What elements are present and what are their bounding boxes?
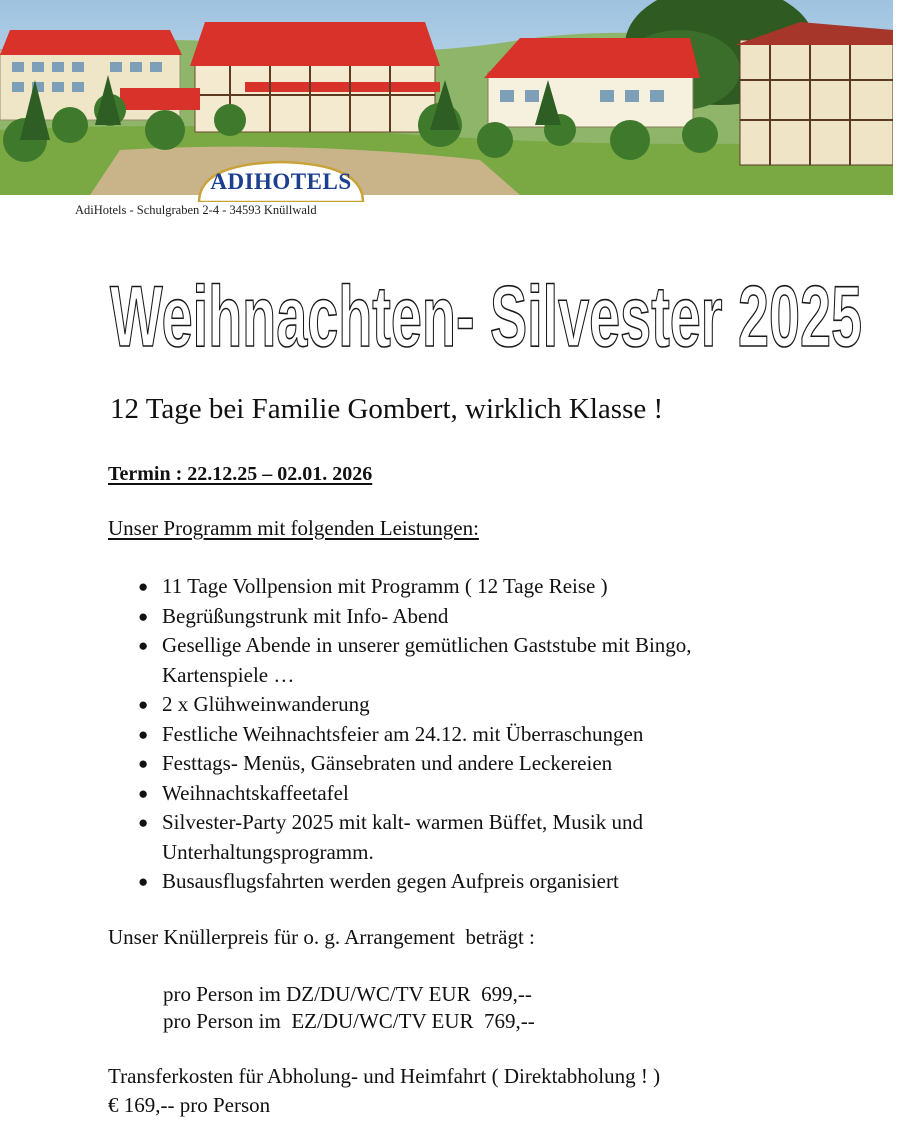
list-item: ● Gesellige Abende in unserer gemütlichen Gaststube mit Bingo, Kartenspiele … <box>138 633 692 687</box>
logo-text: ADIHOTELS <box>210 169 352 194</box>
services-list <box>136 572 856 897</box>
program-heading: Unser Programm mit folgenden Leistungen: <box>108 516 479 540</box>
bullet-icon: ● <box>138 636 149 655</box>
bullet-icon: ● <box>138 606 149 626</box>
headline-text: Weihnachten- Silvester 2025 <box>110 272 862 362</box>
bullet-icon: ● <box>138 577 149 596</box>
bullet-icon: ● <box>138 872 149 891</box>
list-item: ● Weihnachtskaffeetafel <box>136 779 856 809</box>
list-item: ● Festtags- Menüs, Gänsebraten und andere Leckereien <box>136 749 856 779</box>
list-item: ● Festliche Weihnachtsfeier am 24.12. mit Überraschungen <box>136 720 856 750</box>
hotel-banner-illustration <box>0 0 893 195</box>
adihotels-logo <box>195 158 367 202</box>
bullet-icon: ● <box>138 754 149 773</box>
list-item: ● Begrüßungstrunk mit Info- Abend <box>136 602 856 632</box>
bullet-icon: ● <box>138 695 149 714</box>
bullet-icon: ● <box>138 813 149 832</box>
price-intro: Unser Knüllerpreis für o. g. Arrangement beträgt : <box>108 925 535 949</box>
transfer-price: € 169,-- pro Person <box>108 1093 271 1117</box>
price-single-room: pro Person im EZ/DU/WC/TV EUR 769,-- <box>163 1009 535 1033</box>
termin-date: Termin : 22.12.25 – 02.01. 2026 <box>108 463 373 485</box>
hotel-address: AdiHotels - Schulgraben 2-4 - 34593 Knüllwald <box>75 203 317 217</box>
list-item: ● Silvester-Party 2025 mit kalt- warmen Büffet, Musik und Unterhaltungsprogramm. <box>138 810 643 864</box>
bullet-icon: ● <box>138 783 149 803</box>
subtitle: 12 Tage bei Familie Gombert, wirklich Klasse ! <box>110 393 664 425</box>
list-item: ● 11 Tage Vollpension mit Programm ( 12 Tage Reise ) <box>136 572 856 602</box>
transfer-info: Transferkosten für Abholung- und Heimfahrt ( Direktabholung ! ) <box>108 1064 661 1088</box>
price-double-room: pro Person im DZ/DU/WC/TV EUR 699,-- <box>163 982 532 1006</box>
list-item: ● 2 x Glühweinwanderung <box>136 690 856 720</box>
headline-title <box>108 272 868 362</box>
bullet-icon: ● <box>138 724 149 744</box>
list-item: ● Busausflugsfahrten werden gegen Aufpreis organisiert <box>136 867 856 897</box>
